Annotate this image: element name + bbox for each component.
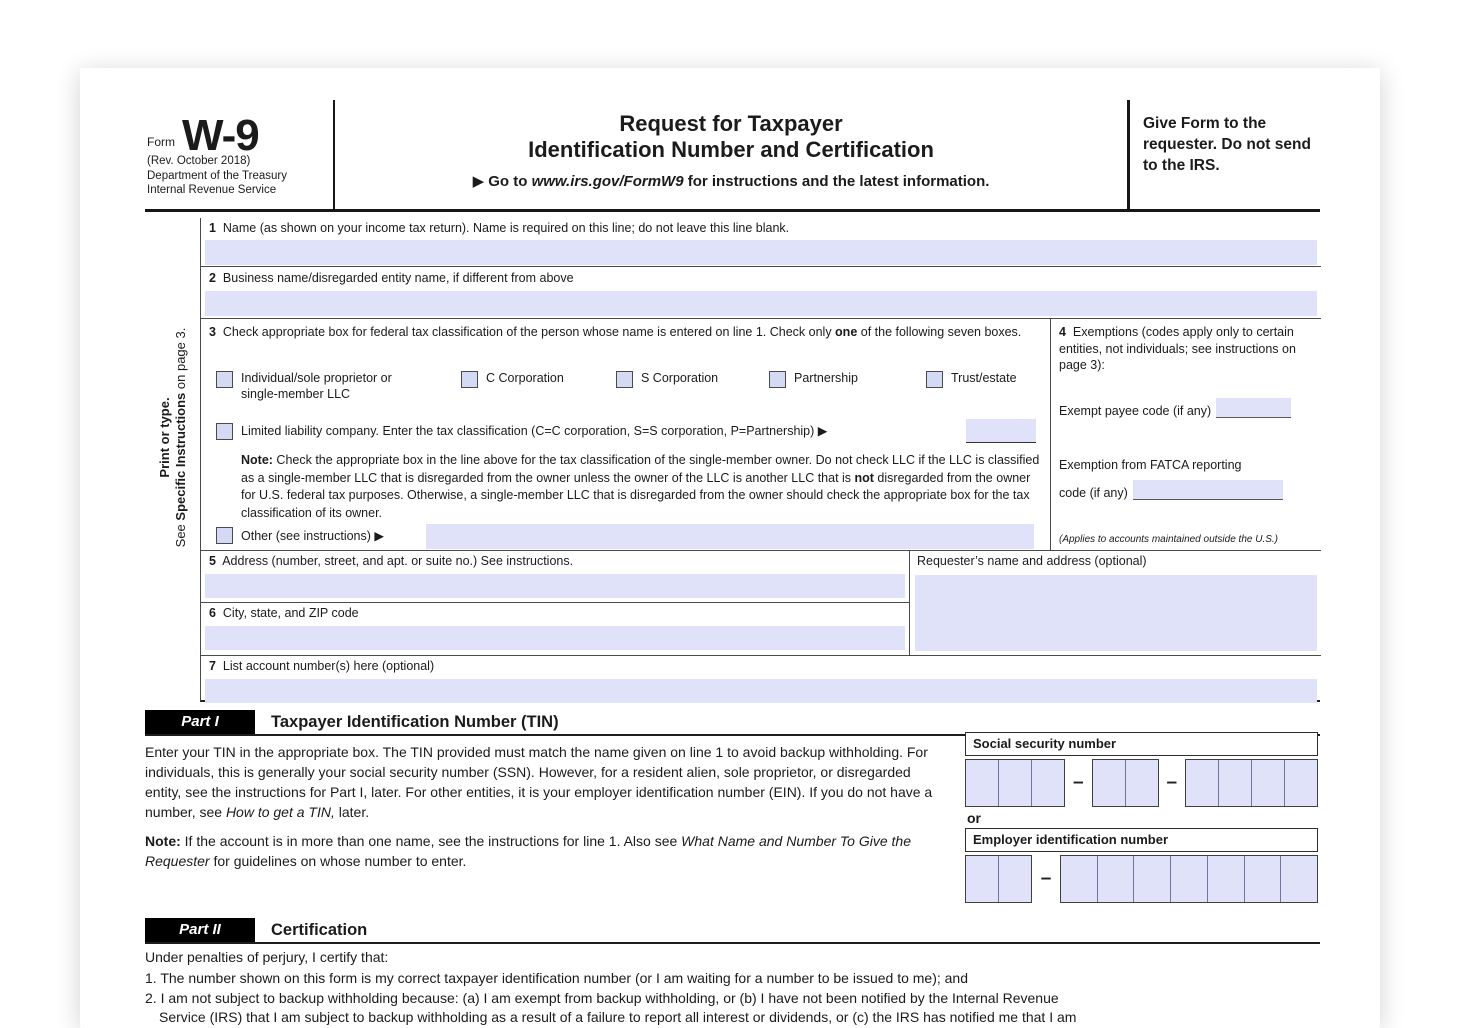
checkbox-icon[interactable]	[926, 371, 943, 388]
form-title	[335, 111, 1127, 163]
account-numbers-input-field[interactable]	[205, 679, 1317, 703]
address-input-field[interactable]	[205, 574, 905, 598]
tin-digit-cell[interactable]	[1207, 856, 1244, 902]
part1-body	[145, 742, 950, 871]
line5-label: 5 Address (number, street, and apt. or suite no.) See instructions.	[209, 554, 574, 568]
tin-dash: –	[1166, 772, 1178, 793]
city-state-zip-input-field[interactable]	[205, 626, 905, 650]
llc-checkbox[interactable]	[216, 423, 233, 440]
form-service: Internal Revenue Service	[147, 184, 277, 196]
line7-label: 7 List account number(s) here (optional)	[209, 659, 435, 673]
line6-label: 6 City, state, and ZIP code	[209, 606, 359, 620]
checkbox-icon[interactable]	[461, 371, 478, 388]
form-header-center	[335, 100, 1127, 209]
tin-digit-cell[interactable]	[966, 760, 998, 806]
part2-bar	[145, 918, 1320, 944]
print-or-type-strip-text	[145, 220, 200, 655]
tin-digit-cell[interactable]	[998, 760, 1031, 806]
give-form-note: Give Form to the requester. Do not send to the IRS.	[1127, 100, 1320, 209]
strip-line1: Print or type.	[156, 397, 172, 478]
applies-note: (Applies to accounts maintained outside the U.S.)	[1059, 534, 1279, 545]
tax-class-option	[461, 370, 564, 388]
ssn-boxes	[965, 759, 1318, 807]
tin-digit-cell[interactable]	[1097, 856, 1134, 902]
form-goto-line: ▶ Go to www.irs.gov/FormW9 for instructions and the latest information.	[472, 173, 990, 190]
tin-digit-cell[interactable]	[1125, 760, 1158, 806]
part1-note: Note: If the account is in more than one name, see the instructions for line 1. Also see What Name and Number To Give the Requester for guidelines on whose number to enter.	[145, 833, 911, 869]
tin-digit-cell[interactable]	[1244, 856, 1281, 902]
certification-item2: 2. I am not subject to backup withholding because: (a) I am exempt from backup withholding, or (b) I have not been notified by the Internal Revenue	[145, 990, 1059, 1006]
tin-digit-cell[interactable]	[966, 856, 998, 902]
tin-digit-group[interactable]	[1092, 759, 1159, 807]
line1-label: 1 Name (as shown on your income tax return). Name is required on this line; do not leave this line blank.	[209, 221, 790, 235]
tax-classification-options	[201, 370, 1051, 418]
tin-digit-cell[interactable]	[1280, 856, 1317, 902]
part1-title: Taxpayer Identification Number (TIN)	[271, 713, 559, 731]
fields-grid	[200, 218, 1320, 702]
part1-chip: Part I	[145, 710, 255, 734]
divider	[201, 655, 1321, 656]
tin-digit-group[interactable]	[1185, 759, 1318, 807]
tin-digit-cell[interactable]	[1061, 856, 1097, 902]
tin-digit-group[interactable]	[965, 855, 1032, 903]
checkbox-label: Individual/sole proprietor or single-member LLC	[241, 371, 392, 401]
llc-classification-input[interactable]	[966, 419, 1036, 443]
tin-digit-cell[interactable]	[1133, 856, 1170, 902]
requester-label: Requester’s name and address (optional)	[917, 554, 1147, 568]
checkbox-icon[interactable]	[616, 371, 633, 388]
certification-intro: Under penalties of perjury, I certify that:	[145, 949, 389, 965]
divider	[909, 550, 910, 655]
w9-form-document	[80, 68, 1380, 1028]
llc-label: Limited liability company. Enter the tax classification (C=C corporation, S=S corporation, P=Partnership) ▶	[241, 424, 828, 438]
strip-line2: See Specific Instructions on page 3.	[172, 327, 188, 548]
divider	[201, 550, 1321, 551]
tin-digit-cell[interactable]	[1093, 760, 1125, 806]
checkbox-label: Partnership	[794, 371, 858, 385]
certification-item1: 1. The number shown on this form is my correct taxpayer identification number (or I am waiting for a number to be issued to me); and	[145, 970, 969, 986]
checkbox-label: C Corporation	[486, 371, 564, 385]
name-input-field[interactable]	[205, 240, 1317, 265]
part2-chip: Part II	[145, 918, 255, 942]
checkbox-icon[interactable]	[769, 371, 786, 388]
ein-label-box: Employer identification number	[965, 828, 1318, 852]
part1-paragraph: Enter your TIN in the appropriate box. The TIN provided must match the name given on line 1 to avoid backup withholding. For individuals, this is generally your social security number (SSN). However, for a resident alien, sole proprietor, or disregarded entity, see the instructions for Part I, later. For other entities, it is your employer identification number (EIN). If you do not have a number, see How to get a TIN, later.	[145, 744, 933, 820]
form-department: Department of the Treasury	[147, 169, 287, 182]
certification-item2-continued: Service (IRS) that I am subject to backup withholding as a result of a failure to report all interest or dividends, or (c) the IRS has notified me that I am	[159, 1009, 1077, 1025]
form-header-left	[145, 100, 335, 209]
requester-input-field[interactable]	[915, 575, 1317, 651]
exemptions-section	[1051, 318, 1321, 550]
checkbox-label: Trust/estate	[951, 371, 1017, 385]
fatca-code-input[interactable]	[1133, 480, 1283, 500]
or-label: or	[967, 810, 981, 826]
form-title-line1: Request for Taxpayer	[619, 111, 843, 136]
exempt-payee-label: Exempt payee code (if any)	[1059, 404, 1212, 418]
fatca-label-line1: Exemption from FATCA reporting	[1059, 458, 1242, 472]
form-revision: (Rev. October 2018)	[147, 155, 251, 167]
line2-label: 2 Business name/disregarded entity name, if different from above	[209, 271, 574, 285]
fatca-label-line2: code (if any)	[1059, 486, 1128, 500]
llc-note: Note: Check the appropriate box in the line above for the tax classification of the single-member owner. Do not check LLC if the LLC is classified as a single-member LLC that is disregarded from the owner unless the owner of the LLC is another LLC that is not disregarded from the owner for U.S. federal tax purposes. Otherwise, a single-member LLC that is disregarded from the owner should check the appropriate box for the tax classification of its owner.	[241, 453, 1040, 520]
divider	[201, 266, 1321, 267]
part2-title: Certification	[271, 921, 368, 939]
fatca-row	[1059, 480, 1283, 500]
line3-label: 3 Check appropriate box for federal tax classification of the person whose name is entered on line 1. Check only one of the following seven boxes.	[209, 325, 1022, 339]
ssn-label-box: Social security number	[965, 732, 1318, 756]
form-word: Form	[147, 135, 175, 149]
form-header	[145, 100, 1320, 212]
form-number-block	[147, 111, 327, 160]
tax-classification-section	[201, 318, 1051, 550]
tax-class-option	[769, 370, 858, 388]
tin-digit-group[interactable]	[965, 759, 1065, 807]
tax-class-option	[926, 370, 1017, 388]
divider	[201, 602, 909, 603]
other-label: Other (see instructions) ▶	[241, 529, 384, 543]
ein-boxes	[965, 855, 1318, 903]
exempt-payee-row	[1059, 398, 1291, 418]
business-name-input-field[interactable]	[205, 291, 1317, 316]
tin-digit-cell[interactable]	[1284, 760, 1317, 806]
tin-digit-cell[interactable]	[1170, 856, 1207, 902]
form-number: W-9	[182, 111, 259, 160]
tin-dash: –	[1040, 868, 1052, 889]
other-input-field[interactable]	[426, 524, 1034, 549]
tin-digit-cell[interactable]	[1251, 760, 1284, 806]
other-checkbox[interactable]	[216, 527, 233, 544]
tax-class-option	[616, 370, 718, 388]
checkbox-label: S Corporation	[641, 371, 719, 385]
tin-digit-cell[interactable]	[998, 856, 1031, 902]
print-or-type-strip	[145, 220, 200, 655]
exempt-payee-input[interactable]	[1216, 398, 1291, 418]
tin-dash: –	[1072, 772, 1084, 793]
tin-digit-group[interactable]	[1060, 855, 1318, 903]
tin-digit-cell[interactable]	[1218, 760, 1251, 806]
line4-label: 4 Exemptions (codes apply only to certain entities, not individuals; see instructions on page 3):	[1059, 325, 1296, 372]
tin-digit-cell[interactable]	[1031, 760, 1064, 806]
tax-class-option	[216, 370, 428, 402]
checkbox-icon[interactable]	[216, 371, 233, 388]
tin-digit-cell[interactable]	[1186, 760, 1218, 806]
tin-column	[965, 732, 1318, 903]
form-title-line2: Identification Number and Certification	[528, 137, 934, 162]
